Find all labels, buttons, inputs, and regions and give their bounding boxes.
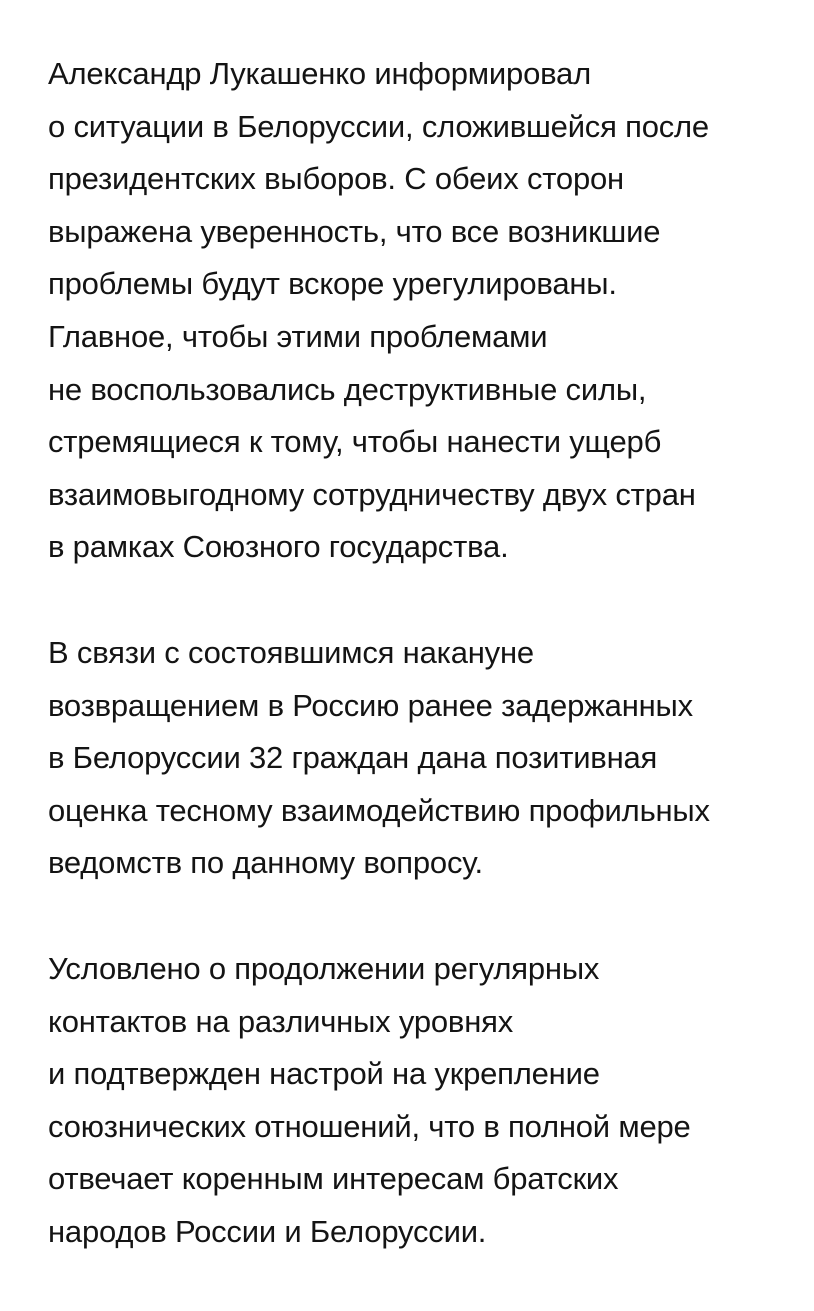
text-line: проблемы будут вскоре урегулированы. [48,266,617,302]
text-line: союзнических отношений, что в полной мере [48,1108,691,1144]
text-line: в Белоруссии 32 граждан дана позитивная [48,740,658,776]
text-line: оценка тесному взаимодействию профильных [48,792,710,828]
text-line: президентских выборов. С обеих сторон [48,161,624,197]
text-line: отвечает коренным интересам братских [48,1161,619,1197]
text-line: контактов на различных уровнях [48,1003,513,1039]
text-line: в рамках Союзного государства. [48,529,509,565]
text-line: Главное, чтобы этими проблемами [48,318,548,354]
paragraph-situation [48,48,788,574]
text-line: В связи с состоявшимся накануне [48,634,534,670]
text-line: стремящиеся к тому, чтобы нанести ущерб [48,424,662,460]
text-line: не воспользовались деструктивные силы, [48,371,647,407]
article-body [48,48,788,1311]
text-line: возвращением в Россию ранее задержанных [48,687,693,723]
text-line: Александр Лукашенко информировал [48,56,591,91]
text-line: взаимовыгодному сотрудничеству двух стран [48,476,696,512]
paragraph-contacts [48,943,788,1259]
text-line: о ситуации в Белоруссии, сложившейся после [48,108,709,144]
paragraph-citizens-return [48,627,788,890]
text-line: выражена уверенность, что все возникшие [48,213,661,249]
text-line: Условлено о продолжении регулярных [48,950,600,986]
text-line: и подтвержден настрой на укрепление [48,1056,600,1092]
text-line: ведомств по данному вопросу. [48,845,483,881]
text-line: народов России и Белоруссии. [48,1213,487,1249]
